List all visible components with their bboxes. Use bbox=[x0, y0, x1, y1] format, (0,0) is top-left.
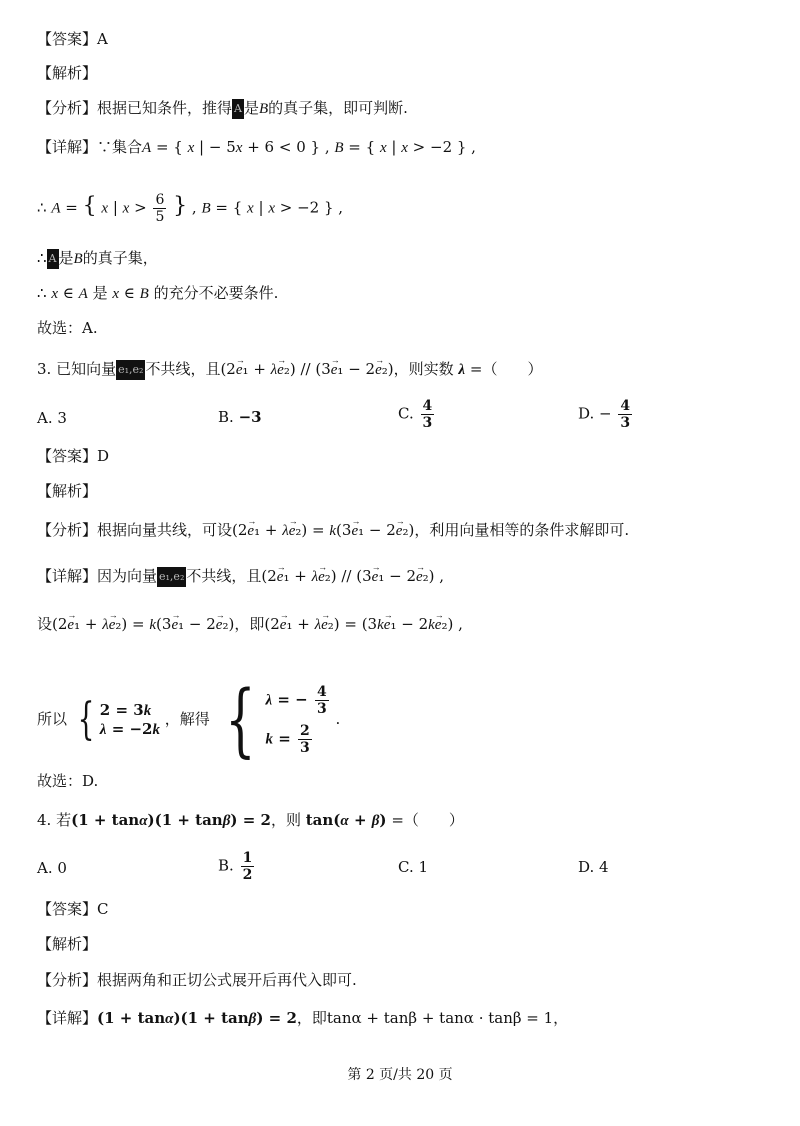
redacted-box: e₁,e₂ bbox=[157, 567, 186, 587]
option4-c: C. 1 bbox=[398, 858, 429, 876]
xiangjie-line-1: 【详解】∵集合A = { x | − 5x + 6 < 0 } , B = { x | x > −2 } , bbox=[37, 138, 476, 156]
option4-b: B. $\frac{1}{2}$ bbox=[218, 850, 253, 883]
option-b: B. −3 bbox=[218, 408, 262, 426]
equation-system-2: { λ = − $\frac{4}{3}$ k = $\frac{2}{3}$ bbox=[224, 673, 327, 766]
redacted-box: A bbox=[232, 99, 244, 119]
answer-line-1: 【答案】A bbox=[37, 30, 108, 48]
option4-a: A. 0 bbox=[37, 859, 67, 877]
option-c: C. $\frac{4}{3}$ bbox=[398, 398, 433, 431]
choose-a: 故选：A. bbox=[37, 319, 98, 337]
option-a: A. 3 bbox=[37, 409, 67, 427]
analysis-heading-3: 【解析】 bbox=[37, 935, 98, 953]
analysis-heading-1: 【解析】 bbox=[37, 64, 98, 82]
fenxi-line-2: 【分析】根据向量共线，可设(2→ e₁ + λ→ e₂) = k(3→ e₁ − 2→ e₂)，利用向量相等的条件求解即可. bbox=[37, 520, 629, 541]
system-line: 所以 { 2 = 3k λ = −2k ，解得 { λ = − $\frac{4}{3}$ k = $\frac{2}{3}$ . bbox=[37, 673, 341, 766]
page-footer: 第 2 页/共 20 页 bbox=[347, 1067, 453, 1083]
question-4: 4. 若(1 + tanα)(1 + tanβ) = 2，则 tan(α + β) =（ ） bbox=[37, 811, 464, 829]
fenxi-line-3: 【分析】根据两角和正切公式展开后再代入即可. bbox=[37, 971, 357, 989]
redacted-box: e₁,e₂ bbox=[116, 360, 145, 380]
xiangjie-line-2: 【详解】因为向量 e₁,e₂ 不共线，且(2→ e₁ + λ→ e₂) // (3→ e₁ − 2→ e₂) , bbox=[37, 566, 444, 587]
choose-d: 故选：D. bbox=[37, 772, 99, 790]
question-3: 3. 已知向量 e₁,e₂ 不共线，且(2→ e₁ + λ→ e₂) // (3→ e₁ − 2→ e₂)，则实数 λ =（ ） bbox=[37, 359, 542, 380]
fenxi-line-1: 【分析】根据已知条件，推得 A 是B的真子集，即可判断. bbox=[37, 99, 408, 117]
therefore-line-1: ∴ A = { x | x > $\frac{6}{5}$ } , B = { x | x > −2 } , bbox=[37, 192, 344, 225]
redacted-box: A bbox=[47, 249, 59, 269]
option-d: D. − $\frac{4}{3}$ bbox=[578, 398, 631, 431]
she-line: 设(2→ e₁ + λ→ e₂) = k(3→ e₁ − 2→ e₂)，即(2→ e₁ + λ→ e₂) = (3k→ e₁ − 2k→ e₂) , bbox=[37, 614, 463, 635]
option4-d: D. 4 bbox=[578, 858, 609, 876]
answer-line-2: 【答案】D bbox=[37, 447, 110, 465]
therefore-line-2: ∴ A 是B的真子集， bbox=[37, 249, 158, 267]
answer-line-3: 【答案】C bbox=[37, 900, 109, 918]
therefore-line-3: ∴ x ∈ A 是 x ∈ B 的充分不必要条件. bbox=[37, 284, 279, 302]
analysis-heading-2: 【解析】 bbox=[37, 482, 98, 500]
equation-system-1: { 2 = 3k λ = −2k bbox=[77, 694, 160, 745]
xiangjie-line-3: 【详解】(1 + tanα)(1 + tanβ) = 2，即tanα + tanβ + tanα · tanβ = 1， bbox=[37, 1009, 569, 1027]
